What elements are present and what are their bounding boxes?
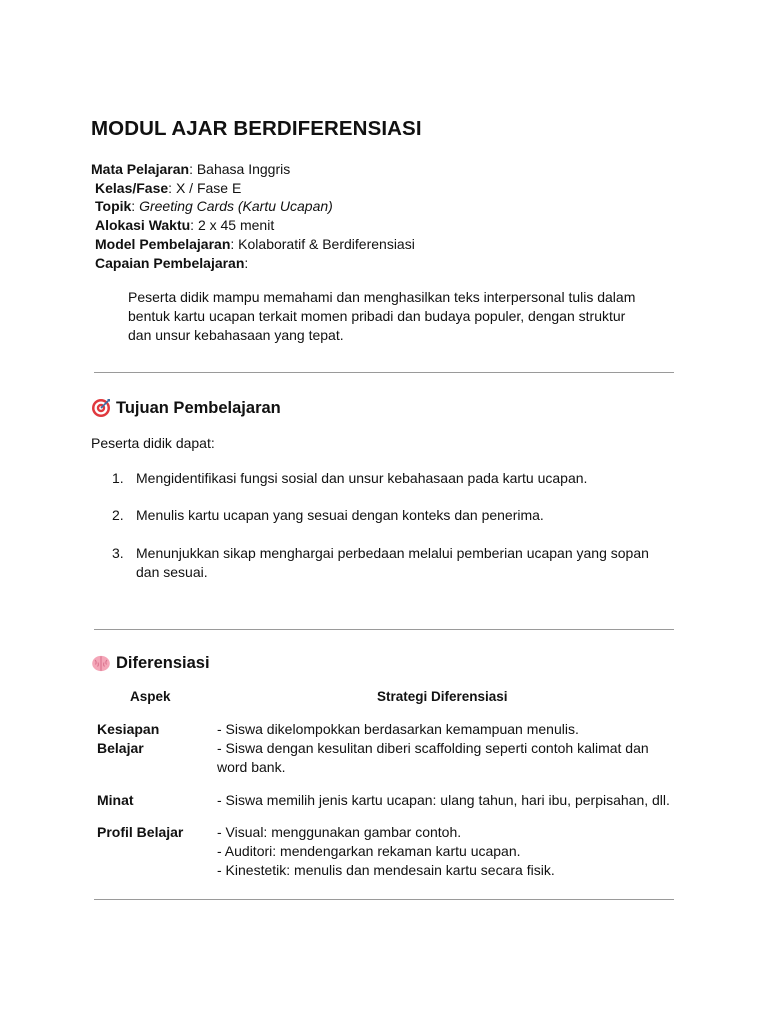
strategy-line: - Auditori: mendengarkan rekaman kartu ucapan. [217, 843, 521, 859]
meta-topik [95, 198, 333, 215]
meta-label: Model Pembelajaran [95, 236, 231, 252]
list-item: Mengidentifikasi fungsi sosial dan unsur kebahasaan pada kartu ucapan. [136, 470, 588, 486]
strategy-line: - Kinestetik: menulis dan mendesain kartu secara fisik. [217, 862, 555, 878]
meta-value: Greeting Cards (Kartu Ucapan) [139, 198, 333, 214]
list-item-number: 3. [112, 545, 124, 561]
meta-sep: : [230, 236, 239, 252]
strategy-line: - Siswa dikelompokkan berdasarkan kemampuan menulis. [217, 721, 579, 737]
list-item-number: 1. [112, 470, 124, 486]
meta-alokasi-waktu [95, 217, 274, 234]
meta-value: 2 x 45 menit [197, 217, 275, 233]
meta-value: X / Fase E [175, 180, 242, 196]
tujuan-intro: Peserta didik dapat: [91, 435, 215, 451]
diferensiasi-heading-text: Diferensiasi [116, 653, 210, 672]
meta-mata-pelajaran [91, 161, 290, 178]
meta-sep: : [189, 161, 197, 177]
brain-icon [91, 653, 111, 673]
table-row-strategi [217, 823, 677, 880]
strategy-line: - Siswa memilih jenis kartu ucapan: ulang tahun, hari ibu, perpisahan, dll. [217, 792, 670, 808]
divider [94, 629, 674, 630]
meta-label: Mata Pelajaran [91, 161, 190, 177]
meta-value: Bahasa Inggris [196, 161, 291, 177]
strategy-line: - Siswa dengan kesulitan diberi scaffolding seperti contoh kalimat dan word bank. [217, 740, 649, 775]
table-row-strategi [217, 720, 677, 777]
capaian-paragraph: Peserta didik mampu memahami dan menghasilkan teks interpersonal tulis dalam bentuk kartu ucapan terkait momen pribadi dan budaya populer, dengan struktur dan unsur kebahasaan yang tepat. [128, 289, 636, 343]
column-header-aspek: Aspek [130, 689, 171, 704]
list-item-number: 2. [112, 507, 124, 523]
list-item: Menulis kartu ucapan yang sesuai dengan konteks dan penerima. [136, 507, 544, 523]
table-row-aspek: Minat [97, 792, 134, 808]
page-title: MODUL AJAR BERDIFERENSIASI [91, 117, 422, 140]
table-row-aspek: Kesiapan Belajar [97, 721, 160, 756]
column-header-strategi: Strategi Diferensiasi [377, 689, 508, 704]
meta-sep: : [131, 198, 140, 214]
divider [94, 899, 674, 900]
table-row-strategi [217, 791, 677, 810]
meta-model-pembelajaran [95, 236, 415, 253]
meta-label: Capaian Pembelajaran [95, 255, 245, 271]
divider [94, 372, 674, 373]
strategy-line: - Visual: menggunakan gambar contoh. [217, 824, 462, 840]
meta-kelas-fase [95, 180, 241, 197]
meta-sep: : [190, 217, 198, 233]
meta-value: Kolaboratif & Berdiferensiasi [238, 236, 415, 252]
table-row-aspek: Profil Belajar [97, 824, 184, 840]
meta-sep: : [244, 255, 249, 271]
diferensiasi-heading [91, 653, 210, 673]
tujuan-heading [91, 398, 281, 418]
list-item: Menunjukkan sikap menghargai perbedaan melalui pemberian ucapan yang sopan dan sesuai. [136, 545, 649, 580]
target-icon [91, 398, 111, 418]
tujuan-heading-text: Tujuan Pembelajaran [116, 398, 281, 417]
meta-label: Alokasi Waktu [95, 217, 191, 233]
meta-sep: : [168, 180, 176, 196]
meta-label: Kelas/Fase [95, 180, 169, 196]
meta-label: Topik [95, 198, 132, 214]
meta-capaian-pembelajaran [95, 255, 248, 272]
